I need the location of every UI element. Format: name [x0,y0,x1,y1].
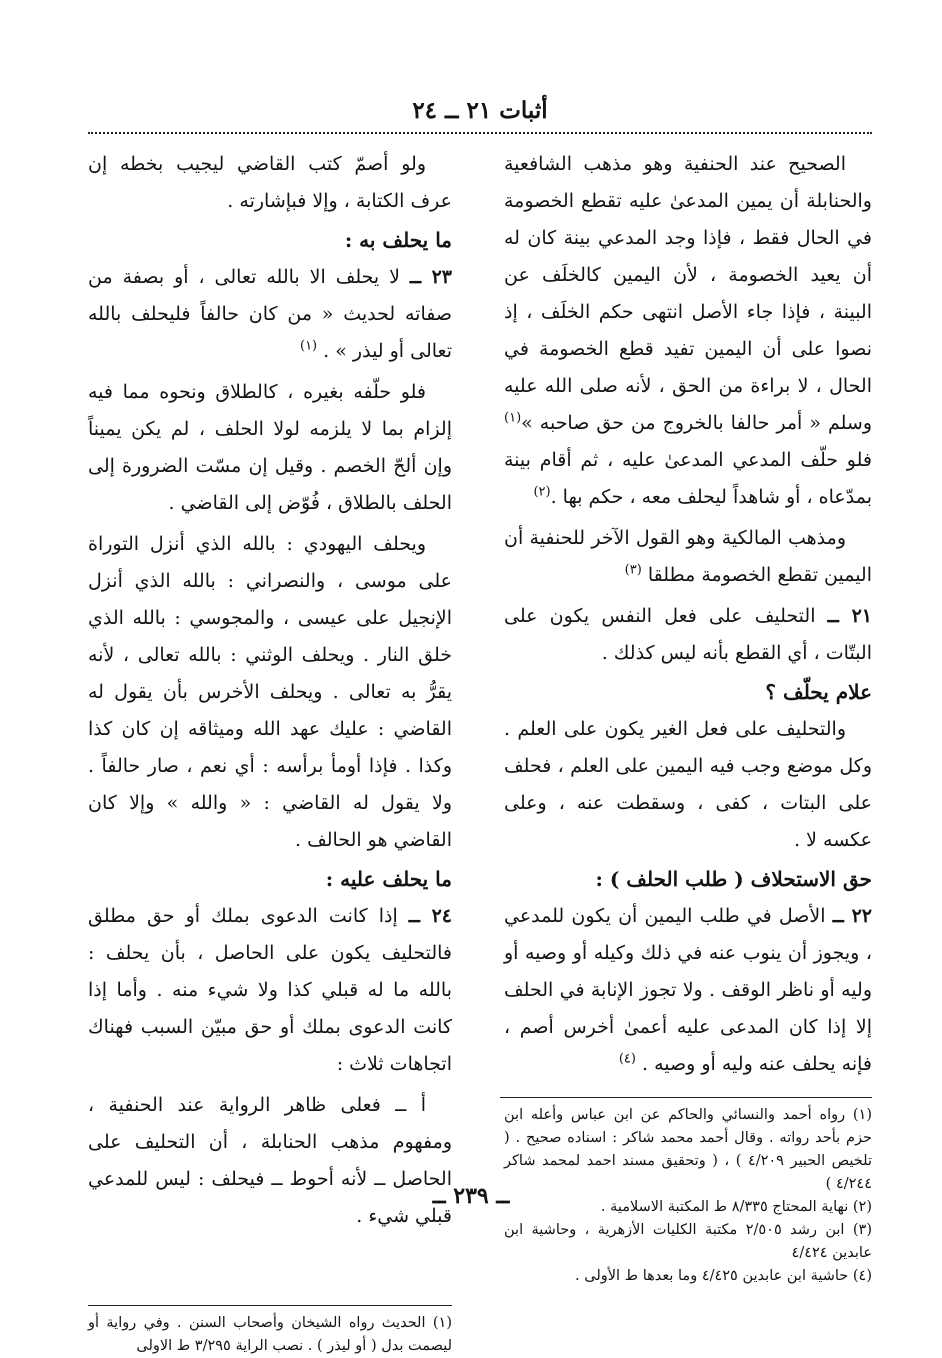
paragraph-tahlif-ghayr: والتحليف على فعل الغير يكون على العلم . وكل موضع وجب فيه اليمين على العلم ، فحلف على البتات ، كفى ، وسقطت عنه ، وعلى عكسه لا . [504,718,872,851]
right-column [504,146,872,1358]
paragraph-alif: أ ــ فعلى ظاهر الرواية عند الحنفية ، ومفهوم مذهب الحنابلة ، أن التحليف على الحاصل ــ لأنه أحوط ــ فيحلف : ليس للمدعي قبلي شيء . [88,1094,452,1227]
heading-haqq-istihlaf: حق الاستحلاف ( طلب الحلف ) : [595,867,872,891]
section-23 [88,259,452,370]
heading-ala-ma-yuhallaf: علام يحلّف ؟ [765,680,872,704]
paragraph-text: لا يحلف الا بالله تعالى ، أو بصفة من صفاته لحديث « من كان حالفاً فليحلف بالله تعالى أو ليذر » . [88,266,452,362]
footnote-rule [500,1097,872,1098]
paragraph-text: الصحيح عند الحنفية وهو مذهب الشافعية والحنابلة أن يمين المدعىٰ عليه تقطع الخصومة في الحال فقط ، فإذا وجد المدعي بينة كان له أن يعيد الخصومة ، لأن اليمين كالخلَف عن البينة ، فإذا جاء الأصل انتهى حكم الخلَف ، إذ نصوا على أن اليمين تفيد قطع الخصومة في الحال ، لا براءة من الحق ، لأنه صلى الله عليه وسلم « أمر حالفا بالخروج من حق صاحبه » [504,153,872,434]
heading-ma-yuhlaf-bih: ما يحلف به : [344,228,452,252]
page-number: ــ ٢٣٩ ــ [432,1183,510,1209]
footnote-ref: (١) [504,410,522,426]
paragraph-maliki [504,520,872,594]
footnote-rule [88,1305,452,1306]
paragraph-text: التحليف على فعل النفس يكون على البتّات ، أي القطع بأنه ليس كذلك . [504,605,872,664]
section-21 [504,598,872,672]
footnote-ref: (١) [299,338,318,354]
paragraph-yahudi: ويحلف اليهودي : بالله الذي أنزل التوراة على موسى ، والنصراني : بالله الذي أنزل الإنجيل على عيسى ، والمجوسي : بالله الذي خلق النار . ويحلف الوثني : بالله تعالى ، لأنه يقرُّ به تعالى . ويحلف الأخرس بأن يقول له القاضي : عليك عهد الله وميثاقه إن كان كذا وكذا . فإذا أومأ برأسه : أي نعم ، صار حالفاً . ولا يقول له القاضي : « والله » وإلا كان القاضي هو الحالف . [88,533,452,851]
paragraph-sahih [504,146,872,516]
running-head: أثبات ٢١ ــ ٢٤ [412,97,548,124]
footnote: (٢) نهاية المحتاج ٨/٣٣٥ ط المكتبة الاسلامية . [600,1199,872,1215]
footnote: (١) رواه أحمد والنسائي والحاكم عن ابن عباس وأعله ابن حزم بأحد رواته . وقال أحمد محمد شاكر : اسناده صحيح . ( تلخيص الحبير ٤/٢٠٩ ) ، ( وتحقيق مسند احمد لمحمد شاكر ٤/٢٤٤ ) [504,1107,872,1192]
section-number: ٢٣ ــ [409,266,452,288]
section-22 [504,898,872,1083]
footnote-ref: (٢) [533,484,551,500]
section-24 [88,898,452,1083]
paragraph-text: إذا كانت الدعوى بملك أو حق مطلق فالتحليف يكون على الحاصل ، بأن يحلف : بالله ما له قبلي كذا ولا شيء منه . وأما إذا كانت الدعوى بملك أو حق مبيّن السبب فهناك اتجاهات ثلاث : [88,905,452,1075]
footnote-ref: (٣) [624,562,642,578]
paragraph-text: فلو حلّف المدعي المدعىٰ عليه ، ثم أقام بينة بمدّعاه ، أو شاهداً ليحلف معه ، حكم بها . [504,449,872,508]
footnote: (١) الحديث رواه الشيخان وأصحاب السنن . وفي رواية أو ليصمت بدل ( أو ليذر ) . نصب الراية ٣/٢٩٥ ط الاولى [88,1315,452,1354]
footnote-ref: (٤) [618,1051,636,1067]
footnote: (٤) حاشية ابن عابدين ٤/٤٢٥ وما بعدها ط الأولى . [575,1268,872,1284]
paragraph-hallafahu: فلو حلّفه بغيره ، كالطلاق ونحوه مما فيه إلزام بما لا يلزمه لولا الحلف ، لم يكن يميناً وإن ألحّ الخصم . وقيل إن مسّت الضرورة إلى الحلف بالطلاق ، فُوّض إلى القاضي . [88,381,452,514]
paragraph-asamm: ولو أصمّ كتب القاضي ليجيب بخطه إن عرف الكتابة ، وإلا فبإشارته . [88,153,452,212]
footnote: (٣) ابن رشد ٢/٥٠٥ مكتبة الكليات الأزهرية ، وحاشية ابن عابدين ٤/٤٢٤ [504,1222,873,1261]
left-column [88,146,452,1358]
paragraph-text: ومذهب المالكية وهو القول الآخر للحنفية أن اليمين تقطع الخصومة مطلقا [504,527,872,586]
paragraph-text: الأصل في طلب اليمين أن يكون للمدعي ، ويجوز أن ينوب عنه في ذلك وكيله أو وصيه أو وليه أو ناظر الوقف . ولا تجوز الإنابة في الحلف إلا إذا كان المدعى عليه أعمىٰ أخرس أصم ، فإنه يحلف عنه وليه أو وصيه . [504,905,872,1075]
two-column-body [88,146,872,1358]
heading-ma-yuhlaf-alayh: ما يحلف عليه : [325,867,452,891]
section-number: ٢٤ ــ [408,905,452,927]
header-dotted-rule [88,132,872,134]
section-number: ٢٢ ــ [832,905,872,927]
section-number: ٢١ ــ [827,605,872,627]
